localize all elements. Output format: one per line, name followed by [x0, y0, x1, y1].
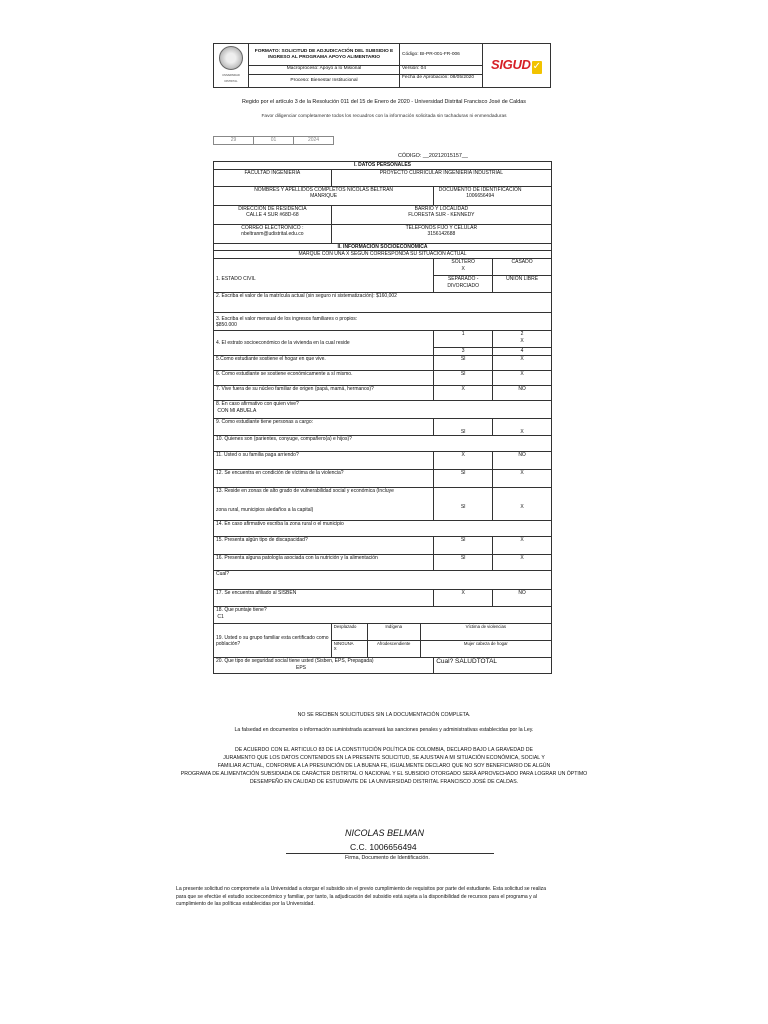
q16-which[interactable]: Cual?	[214, 571, 552, 590]
form-code: Código: BI-PR-001-FR-006	[400, 44, 483, 66]
q16-no[interactable]: X	[493, 555, 552, 571]
q14-zone[interactable]: 14. En caso afirmativo escriba la zona rural o el municipio	[214, 521, 552, 537]
q13-si[interactable]: SI	[434, 488, 493, 521]
date-year[interactable]: 2024	[294, 137, 334, 145]
q4-opt-1[interactable]: 1	[434, 331, 493, 348]
q11-no[interactable]: NO	[493, 452, 552, 470]
application-form-table	[213, 161, 552, 674]
form-title: FORMATO: SOLICITUD DE ADJUDICACIÓN DEL SUBSIDIO E INGRESO AL PROGRAMA APOYO ALIMENTARIO	[249, 44, 400, 66]
q19-indigena[interactable]: Indígena	[367, 624, 420, 640]
form-header	[213, 43, 551, 88]
q15-label: 15. Presenta algún tipo de discapacidad?	[214, 537, 434, 555]
q4-opt-3[interactable]: 3	[434, 348, 493, 356]
signature-id: C.C. 1006656494	[350, 842, 417, 852]
date-day[interactable]: 29	[214, 137, 254, 145]
q5-label: 5.Como estudiante sostiene el hogar en que vive.	[214, 356, 434, 371]
q12-no[interactable]: X	[493, 470, 552, 488]
q8-lives-with[interactable]: 8. En caso afirmativo con quien vive? CON MI ABUELA	[214, 401, 552, 419]
q7-no[interactable]: NO	[493, 386, 552, 401]
signature-caption: Firma, Documento de Identificación.	[345, 855, 430, 861]
q15-no[interactable]: X	[493, 537, 552, 555]
instructions-note: Favor diligenciar completamente todos los recuadros con la información solicitada sin tachaduras ni enmendaduras	[261, 114, 507, 119]
q11-si[interactable]: X	[434, 452, 493, 470]
regulation-note: Regido por el artículo 3 de la Resolución 011 del 15 de Enero de 2020 - Universidad Distrital Francisco José de Caldas	[242, 99, 526, 105]
q19-mujer[interactable]: Mujer cabeza de hogar	[420, 640, 551, 657]
sigud-logo: SIGUD ✓	[483, 44, 551, 88]
q1-separado[interactable]: SEPARADO - DIVORCIADO	[434, 276, 493, 293]
approval-date: Fecha de Aprobación: 08/05/2020	[400, 75, 483, 88]
footer-disclaimer: La presente solicitud no compromete a la Universidad a otorgar el subsidio sin el previo cumplimiento de requisitos por parte del estudiante. Esta solicitud se realiza para que se efectúe el estudio socioeconómico y familiar, por tanto, la adjudicación del subsidio está sujeta a la disponibilidad de recursos para el programa y al cumplimiento de las políticas establecidas por la Universidad.	[176, 886, 547, 908]
q6-label: 6. Como estudiante se sostiene económicamente a sí mismo.	[214, 371, 434, 386]
q6-no[interactable]: X	[493, 371, 552, 386]
date-fields	[213, 136, 334, 145]
q1-casado[interactable]: CASADO	[493, 259, 552, 276]
program[interactable]: PROYECTO CURRICULAR INGENIERIA INDUSTRIAL	[331, 170, 551, 187]
university-seal-icon	[219, 46, 243, 70]
q3-income[interactable]: 3. Escriba el valor mensual de los ingresos familiares o propios: $850.000	[214, 313, 552, 331]
q9-si[interactable]: SI	[434, 419, 493, 436]
q16-si[interactable]: SI	[434, 555, 493, 571]
proceso: Proceso: Bienestar Institucional	[249, 75, 400, 88]
sworn-declaration: DE ACUERDO CON EL ARTICULO 83 DE LA CONSTITUCIÓN POLÍTICA DE COLOMBIA, DECLARO BAJO LA GRAVEDAD DE JURAMENTO QUE LOS DATOS CONTENIDOS EN LA PRESENTE SOLICITUD, SE AJUSTAN A MI SITUACIÓN ECONÓMICA, SOCIAL Y FAMILIAR ACTUAL, CONFORME A LA PRESUNCIÓN DE LA BUENA FE, IGUALMENTE DECLARO QUE NO SOY BENEFICIARIO DE ALGÚN PROGRAMA DE ALIMENTACIÓN SUBSIDIADA DE CARÁCTER DISTRITAL O NACIONAL Y EL SUBSIDIO OTORGADO SERÁ APROVECHADO PARA LOGRAR UN ÓPTIMO DESEMPEÑO EN CALIDAD DE ESTUDIANTE DE LA UNIVERSIDAD DISTRITAL FRANCISCO JOSÉ DE CALDAS.	[180, 747, 588, 786]
full-name[interactable]: NOMBRES Y APELLIDOS COMPLETOS NICOLAS BELTRAN MANRIQUE	[214, 187, 434, 206]
macroproceso: Macroproceso: Apoyo a lo Misional	[249, 66, 400, 75]
university-logo: UNIVERSIDAD DISTRITAL	[214, 44, 249, 88]
q20-label: 20. Que tipo de seguridad social tiene usted (Sisben, EPS, Prepagada) EPS	[214, 658, 434, 674]
q16-label: 16. Presenta alguna patología asociada con la nutrición y la alimentación	[214, 555, 434, 571]
q1-union-libre[interactable]: UNIÓN LIBRE	[493, 276, 552, 293]
documentation-notice: NO SE RECIBEN SOLICITUDES SIN LA DOCUMENTACIÓN COMPLETA.	[297, 712, 471, 718]
date-month[interactable]: 01	[254, 137, 294, 145]
q7-label: 7. Vive fuera de su núcleo familiar de origen (papá, mamá, hermanos)?	[214, 386, 434, 401]
q6-si[interactable]: SI	[434, 371, 493, 386]
email[interactable]: CORREO ELECTRÓNICO : nbeltranm@udistrital.edu.co	[214, 225, 332, 244]
faculty[interactable]: FACULTAD INGENIERIA	[214, 170, 332, 187]
q5-si[interactable]: SI	[434, 356, 493, 371]
q7-si[interactable]: X	[434, 386, 493, 401]
q4-opt-4[interactable]: 4	[493, 348, 552, 356]
q19-victima[interactable]: Víctima de violencias	[420, 624, 551, 640]
q19-ninguna[interactable]: NINGUNA X	[332, 640, 368, 657]
q12-si[interactable]: SI	[434, 470, 493, 488]
q18-score[interactable]: 18. Que puntaje tiene? C1	[214, 607, 552, 624]
phone[interactable]: TELÉFONOS FIJO Y CELULAR 3156142688	[331, 225, 551, 244]
version: Versión: 04	[400, 66, 483, 75]
q5-no[interactable]: X	[493, 356, 552, 371]
q12-label: 12. Se encuentra en condición de víctima de la violencia?	[214, 470, 434, 488]
id-document[interactable]: DOCUMENTO DE IDENTIFICACIÓN 1006656494	[434, 187, 552, 206]
q19-label: 19. Usted o su grupo familiar esta certificado como población?	[214, 624, 332, 658]
q4-opt-2[interactable]: 2 X	[493, 331, 552, 348]
q17-si[interactable]: X	[434, 590, 493, 607]
neighborhood[interactable]: BARRIO Y LOCALIDAD FLORESTA SUR - KENNEDY	[331, 206, 551, 225]
q2-tuition[interactable]: 2. Escriba el valor de la matrícula actual (sin seguro ni sistematización): $160,002	[214, 293, 552, 313]
q4-label: 4. El estrato socioeconómico de la vivienda en la cual reside	[214, 331, 434, 356]
q19-desplazado[interactable]: Desplazado	[332, 624, 368, 640]
q13-label: 13. Reside en zonas de alto grado de vulnerabilidad social y económica (Incluye zona rural, municipios aledaños a la capital)	[214, 488, 434, 521]
q15-si[interactable]: SI	[434, 537, 493, 555]
falsehood-notice: La falsedad en documentos o información suministrada acarreará las sanciones penales y administrativas establecidas por la Ley.	[234, 727, 534, 733]
q13-no[interactable]: X	[493, 488, 552, 521]
student-code: CÓDIGO: __20212015157__	[398, 153, 468, 159]
check-icon: ✓	[532, 61, 542, 73]
q19-afro[interactable]: Afrodescendiente	[367, 640, 420, 657]
signature-line	[286, 853, 494, 854]
q9-label: 9. Como estudiante tiene personas a cargo:	[214, 419, 434, 436]
q19-options	[331, 624, 551, 658]
q20-which[interactable]: Cual? SALUDTOTAL	[434, 658, 552, 674]
section-instructions: MARQUE CON UNA X SEGÚN CORRESPONDA SU SITUACIÓN ACTUAL	[214, 251, 552, 259]
address[interactable]: DIRECCIÓN DE RESIDENCIA CALLE 4 SUR #68D-68	[214, 206, 332, 225]
q17-label: 17. Se encuentra afiliado al SISBEN	[214, 590, 434, 607]
signature-name: NICOLAS BELMAN	[345, 828, 425, 838]
section-socioeconomic: II. INFORMACIÓN SOCIOECONÓMICA	[214, 244, 552, 251]
q1-soltero[interactable]: SOLTERO X	[434, 259, 493, 276]
section-personal-data: I. DATOS PERSONALES	[214, 162, 552, 170]
q1-label: 1. ESTADO CIVIL	[214, 259, 434, 293]
q17-no[interactable]: NO	[493, 590, 552, 607]
q11-label: 11. Usted o su familia paga arriendo?	[214, 452, 434, 470]
q10-dependents[interactable]: 10. Quienes son (parientes, conyuge, compañero(a) e hijos)?	[214, 436, 552, 452]
q9-no[interactable]: X	[493, 419, 552, 436]
